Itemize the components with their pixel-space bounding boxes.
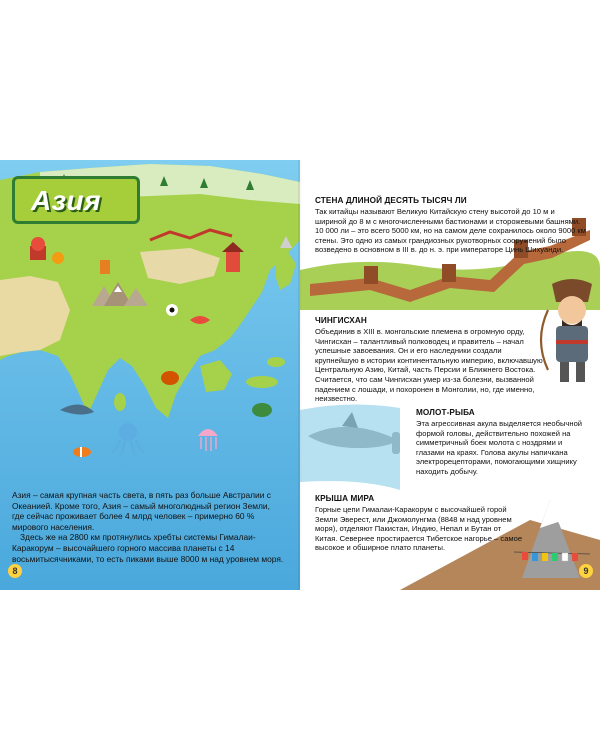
page-title-box: [12, 176, 140, 224]
section-great-wall: [315, 196, 587, 255]
section-title: КРЫША МИРА: [315, 494, 375, 503]
section-genghis-khan: [315, 316, 547, 404]
page-number-right: 9: [579, 564, 593, 578]
section-roof-of-world: [315, 494, 525, 553]
page-number-left: 8: [8, 564, 22, 578]
paragraph: Здесь же на 2800 км протянулись хребты системы Гималаи-Каракорум – высочайшего горного массива планеты с 14 восьмитысячниками, то есть пиками выше 8000 м над уровнем моря.: [12, 532, 284, 564]
section-body: Объединив в XIII в. монгольские племена в огромную орду, Чингисхан – талантливый полководец и правитель – начал успешные завоевания. Он и его наследники создали крупнейшую в истории континентальную империю, включавшую Центральную Азию, Китай, часть Персии и Ближнего Востока. Считается, что сам Чингисхан умер из-за болезни, вызванной падением с лошади, и похоронен в Монголии, но, где именно, неизвестно.: [315, 327, 543, 404]
right-page: [300, 160, 600, 590]
section-title: ЧИНГИСХАН: [315, 316, 367, 325]
paragraph: Азия – самая крупная часть света, в пять раз больше Австралии с Океанией. Кроме того, Азия – самый многолюдный регион Земли, где сейчас проживает более 4 млрд человек – примерно 60 % мирового населения.: [12, 490, 271, 532]
book-gutter: [298, 160, 302, 590]
page-title: Азия: [31, 185, 102, 216]
section-title: МОЛОТ-РЫБА: [416, 408, 475, 417]
left-page-text: [12, 490, 284, 564]
section-body: Так китайцы называют Великую Китайскую стену высотой до 10 м и шириной до 8 м с многочисленными бастионами и сторожевыми башнями. 10 000 ли – это всего 5000 км, но на самом деле сохранилось около 9000 км стены. Это одно из самых грандиозных рукотворных сооружений было возведено в основном в III в. до н. э. при императоре Цинь Шихуанди.: [315, 207, 586, 255]
book-spread: [0, 160, 600, 590]
section-body: Эта агрессивная акула выделяется необычной формой головы, действительно похожей на симметричный боек молота с ноздрями и глазами на краях. Голова акулы напичкана электрорецепторами, помогающими хищнику находить добычу.: [416, 419, 583, 476]
left-page: [0, 160, 300, 590]
section-body: Горные цепи Гималаи-Каракорум с высочайшей горой Земли Эверест, или Джомолунгма (8848 м над уровнем моря), отделяют Пакистан, Индию, Непал и Бутан от Китая. Севернее простирается Тибетское нагорье – самое высокое и обширное плато планеты.: [315, 505, 523, 553]
section-title: СТЕНА ДЛИНОЙ ДЕСЯТЬ ТЫСЯЧ ЛИ: [315, 196, 467, 205]
section-hammerhead: [416, 408, 588, 477]
